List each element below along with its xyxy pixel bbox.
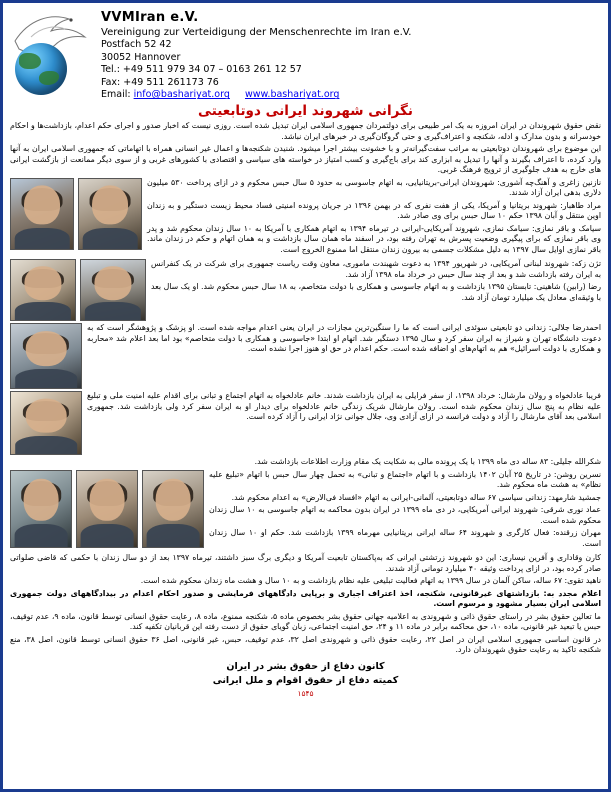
paragraph-zakka: تژن زکه: شهروند لبنانی آمریکایی، در شهریور ۱۳۹۴ به دعوت شهبندت ماموری، معاون وقت ریاست جمهوری برای شرکت در یک کنفرانس به ایران رفته بازداشت شد و بعد از چند سال حبس در خرداد ماه ۱۳۹۸ آزاد شد. [151,259,601,279]
paragraph-sharmahd: جمشید شارمهد: زندانی سیاسی ۶۷ ساله دوتابعیتی، آلمانی-ایرانی به اتهام «افساد فی‌الارض» به اعدام محکوم شد. [231,492,601,502]
photo-pair-3 [10,470,204,548]
paragraph-constitution: در قانون اساسی جمهوری اسلامی ایران در اصل ۲۲، رعایت حقوق ذاتی و شهروندی اصل ۳۲، عدم توقیف، حبس، غیر قانونی، اصل ۳۶ حقوق انسانی توسط قانون، اصل ۳۸، منع شکنجه تاکید به رعایت حقوق شهروندان دارد. [10,634,601,655]
signature-block [10,660,601,689]
paragraph-jalili: شکرالله جلیلی: ۸۳ ساله دی ماه ۱۳۹۹ با یک پرونده مالی به شکایت یک مقام وزارت اطلاعات بازداشت شد. [254,457,601,467]
paragraph-shargi: عماد نوری شرقی: شهروند ایرانی آمریکایی، در دی ماه ۱۳۹۹ در ایران بدون محاکمه به اتهام جاسوسی به ۱۰ سال زندان محکوم شده است. [209,505,602,525]
paragraph-2: این موضوع برای شهروندان دوتابعیتی به مراتب سفت‌گیرانه‌تر و با خشونت بیشتر اجرا میشود. شنیدن شکنجه‌ها و اعمال غیر انسانی همراه با اتهاماتی که جمهوری اسلامی ایران به آنها وارد کرده، تا اعتراف بگیرند و آنها را تبدیل به ابزاری کند برای باج‌گیری و کسب امتیاز در خواسته های سیاسی و اقتصادی با کشورهای غربی و از سوی دیگر ممانعت از بازگشت ایرانی های خارج به هدف جلوگیری از ترویج فرهنگ غربی. [10,144,601,175]
paragraph-adelkhah: فریبا عادلخواه و رولان مارشال: خرداد ۱۳۹۸، از سفر فرایلی به ایران بازداشت شدند. خانم عادلخواه به اتهام اجتماع و تبانی برای اقدام علیه امنیت ملی و تبلیغ علیه نظام به پنج سال زندان محکوم شده است. رولان مارشال شریک زندگی خانم عادلخواه برای دیدار او به ایران سفر کرد ولی بازداشت شد. جمهوری اسلامی بعد آقای مارشال را آزاد و دولت فرانسه در ازای آزادی وی، جلال جوانی نژاد ایرانی را آزاد کرده است. [87,391,601,422]
section-jalali [10,323,601,389]
fax-line: Fax: +49 511 261173 76 [101,76,219,88]
photo-taghavi [10,470,72,548]
paragraph-zaghari: نازنین زاغری و آهنگ‌چه آشوری: شهروندان ایرانی-بریتانیایی، به اتهام جاسوسی به حدود ۵ سال حبس محکوم و در ازای پرداخت ۵۳۰ میلیون دلاری بدهی ایران آزاد شدند. [147,177,601,198]
paragraph-tahbaz: مراد طاهبار: شهروند بریتانیا و آمریکا، یکی از هفت نفری که در بهمن ۱۳۹۶ در جریان پرونده امنیتی فساد محیط زیست دستگیر و به زندان اوین منتقل و آبان ۱۳۹۸ حکم ۱۰ سال حبس برای وی صادر شد. [147,200,601,221]
article-body [3,121,608,698]
photo-pair-1 [10,178,142,250]
email-link[interactable]: info@bashariyat.org [133,89,230,101]
paragraph-lead: نقض حقوق شهروندان در ایران امروزه به یک امر طبیعی برای دولتمردان جمهوری اسلامی ایران تبدیل شده است. روزی نیست که اخبار صدور و اجرای حکم اعدام، بازداشت‌ها و احکام خودسرانه و بدون مدارک و ادله، شکنجه و اعتراف‌گیری و حتی گروگان‌گیری در خبرهای ایران نباشد. [10,121,601,141]
section-zaghari-ashouri [10,178,601,258]
photo-pair-2 [10,259,146,321]
paragraph-zarghande: مهران زرقنده: فعال کارگری و شهروند ۶۴ ساله ایرانی بریتانیایی مهرماه ۱۳۹۹ بازداشت شد. حکم او ۱۰ سال زندان است. [209,528,602,548]
paragraph-statement: اعلام مجدد به: بازداشتهای غیرقانونی، شکنجه، اخذ اعتراف اجباری و برپایی دادگاههای فرمایشی و صدور احکام اعدام در بیدادگاههای دولت جمهوری اسلامی ایران بسیار مشهود و مرسوم است. [10,588,601,609]
photo-jalali [10,323,82,389]
photo-namazi-baqer [80,259,146,321]
photo-sharmahd [76,470,138,548]
section-namazi [10,259,601,321]
telephone-line: Tel.: +49 511 979 34 07 – 0163 261 12 57 [101,64,302,76]
section-sharmahd-group [10,470,601,552]
document-code: ۱۵۴۵ [297,689,314,699]
email-label: Email: [101,89,131,101]
paragraph-roshan: نسرین روشن: در تاریخ ۲۵ آبان ۱۴۰۲ بازداشت و با اتهام «اجتماع و تبانی» به تحمل چهار سال حبس با اتهام «تبلیغ علیه نظام» به هشت ماه محکوم شد. [209,469,602,490]
photo-adelkhah [10,391,82,455]
paragraph-namazi: سیامک و باقر نمازی: سیامک نمازی، شهروند آمریکایی-ایرانی در تیرماه ۱۳۹۴ به اتهام همکاری با آمریکا به ۱۰ سال زندان محکوم شد و پدر وی باقر نمازی که برای پیگیری وضعیت پسرش به تهران رفته بود، در اسفند ماه همان سال بازداشت و به همان اتهام و حکم در زندان ماند. باقر نمازی اوایل سال ۱۳۹۷ به دلیل مشکلات جسمی به بیرون زندان منتقل اما ممنوع الخروج است. [147,223,601,254]
organization-footer-line-2: کمیته دفاع از حقوق اقوام و ملل ایرانی [212,675,399,687]
section-adelkhah [10,391,601,455]
photo-zaghari [10,178,74,250]
contact-row [101,89,600,102]
paragraph-taghavi: ناهید تقوی: ۶۷ ساله، ساکن آلمان در سال ۱۳۹۹ به اتهام فعالیت تبلیغی علیه نظام بازداشت و به ۱۰ سال و هشت ماه زندان محکوم شده است. [140,576,601,586]
organization-name: VVMIran e.V. [101,10,199,25]
organization-logo [9,9,95,101]
paragraph-shahini: رضا (رابین) شاهینی: تابستان ۱۳۹۵ بازداشت و به اتهام جاسوسی و همکاری با دولت متخاصم، به ۱۸ سال حبس محکوم شد. او یک سال بعد با وثیقه‌ای معادل یک میلیارد تومان آزاد شد. [151,282,602,302]
paragraph-vaghadari: کارن وقاداری و آفرین نیساری: این دو شهروند زرتشتی ایرانی که به‌پاکستان تابعیت آمریکا و دیگری برگ سبز داشتند، تیرماه ۱۳۹۷ بعد از دو سال زندان با حکمی که قاضی صلواتی صادر کرده بود، در ازای پرداخت وثیقه ۴۰ میلیارد تومانی آزاد شدند. [10,553,601,573]
paragraph-jalali: احمدرضا جلالی: زندانی دو تابعیتی سوئدی ایرانی است که ما را سنگین‌ترین مجازات در ایران یعنی اعدام مواجه شده است. او پزشک و پژوهشگر است که به دعوت دانشگاه تهران و شیراز به ایران سفر کرد و سال ۱۳۹۵ دستگیر شد. اتهام او ابتدا «جاسوسی و همکاری با دولت متخاصم» بود اما بعد اعلام شد «محاربه و همکاری با دولت اسرائیل» هم به اتهام‌های او اضافه شده است. حکم اعدام در حق او هنوز اجرا نشده است. [87,323,601,354]
letterhead [3,3,608,103]
photo-ashouri [78,178,142,250]
page-title: نگرانی شهروند ایرانی دوتابعیتی [198,103,413,119]
globe-icon [15,43,67,95]
organization-footer-line-1: کانون دفاع از حقوق بشر در ایران [226,660,385,672]
organization-subtitle: Vereinigung zur Verteidigung der Menschenrechte im Iran e.V. [101,27,412,39]
website-link[interactable]: www.bashariyat.org [244,89,340,101]
address-line-2: 30052 Hannover [101,51,181,63]
address-line-1: Postfach 52 42 [101,39,172,51]
paragraph-declaration: ما تعالین حقوق بشر در راستای حقوق ذاتی و شهروندی به اعلامیه جهانی حقوق بشر بخصوص ماده ۵، شکنجه ممنوع، ماده ۸، رعایت حقوق انسانی توسط قانون، ماده ۹، عدم توقیف، حبس یا تبعید غیر قانونی، ماده ۱۰، حق محاکمه برابر در ماده ۱۱ و ۲۴، حق امنیت اجتماعی، زبان گویای حقوق از دست رفته این قربانیان تکفیه کند. [10,611,601,632]
photo-shargi [142,470,204,548]
photo-namazi-siamak [10,259,76,321]
